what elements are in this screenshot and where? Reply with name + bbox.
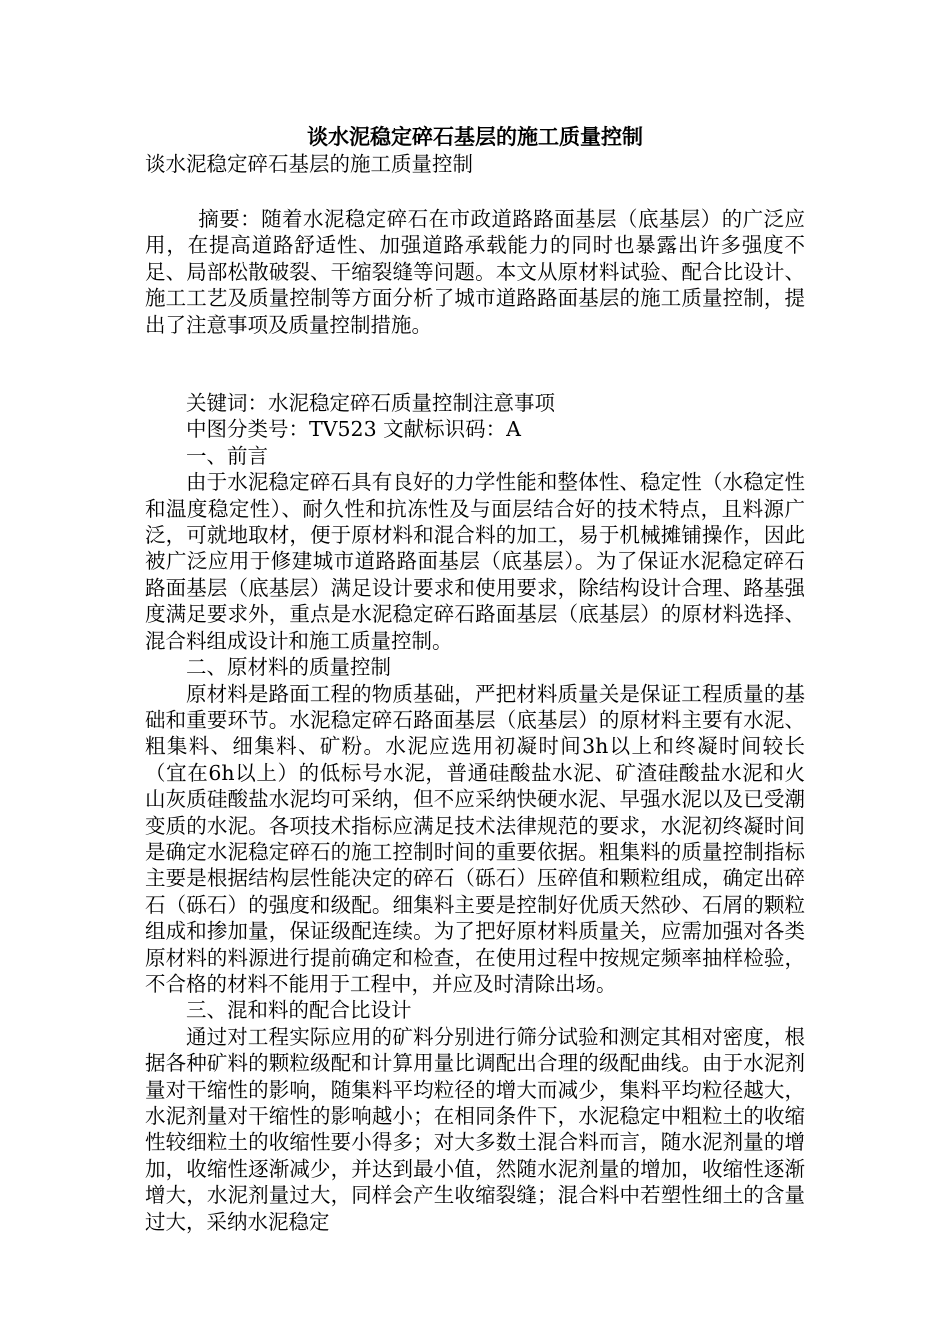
section-body-raw-materials: 原材料是路面工程的物质基础，严把材料质量关是保证工程质量的基础和重要环节。水泥稳定碎石路面基层（底基层）的原材料主要有水泥、粗集料、细集料、矿粉。水泥应选用初凝时间3h以上和终凝时间较长（宜在6h以上）的低标号水泥，普通硅酸盐水泥、矿渣硅酸盐水泥和火山灰质硅酸盐水泥均可采纳，但不应采纳快硬水泥、早强水泥以及已受潮变质的水泥。各项技术指标应满足技术法律规范的要求，水泥初终凝时间是确定水泥稳定碎石的施工控制时间的重要依据。粗集料的质量控制指标主要是根据结构层性能决定的碎石（砾石）压碎值和颗粒组成，确定出碎石（砾石）的强度和级配。细集料主要是控制好优质天然砂、石屑的颗粒组成和掺加量，保证级配连续。为了把好原材料质量关，应需加强对各类原材料的料源进行提前确定和检查，在使用过程中按规定频率抽样检验，不合格的材料不能用于工程中，并应及时清除出场。 (145, 681, 805, 996)
keywords-line: 关键词：水泥稳定碎石质量控制注意事项 (186, 391, 555, 416)
spacer (145, 338, 805, 390)
section-body-mix-design: 通过对工程实际应用的矿料分别进行筛分试验和测定其相对密度，根据各种矿料的颗粒级配和计算用量比调配出合理的级配曲线。由于水泥剂量对干缩性的影响，随集料平均粒径的增大而减少，集料平均粒径越大，水泥剂量对干缩性的影响越小；在相同条件下，水泥稳定中粗粒土的收缩性较细粒土的收缩性要小得多；对大多数土混合料而言，随水泥剂量的增加，收缩性逐渐减少，并达到最小值，然随水泥剂量的增加，收缩性逐渐增大，水泥剂量过大，同样会产生收缩裂缝；混合料中若塑性细土的含量过大，采纳水泥稳定 (145, 1024, 805, 1234)
section-heading-preface: 一、前言 (186, 443, 268, 468)
section-heading-mix-design: 三、混和料的配合比设计 (186, 998, 412, 1023)
section-heading-raw-materials: 二、原材料的质量控制 (186, 655, 391, 680)
section-body-preface: 由于水泥稳定碎石具有良好的力学性能和整体性、稳定性（水稳定性和温度稳定性）、耐久性和抗冻性及与面层结合好的技术特点，且料源广泛，可就地取材，便于原材料和混合料的加工，易于机械摊铺操作，因此被广泛应用于修建城市道路路面基层（底基层）。为了保证水泥稳定碎石路面基层（底基层）满足设计要求和使用要求，除结构设计合理、路基强度满足要求外，重点是水泥稳定碎石路面基层（底基层）的原材料选择、混合料组成设计和施工质量控制。 (145, 470, 805, 653)
spacer (145, 178, 805, 206)
document-title: 谈水泥稳定碎石基层的施工质量控制 (307, 124, 643, 149)
classification-line: 中图分类号：TV523 文献标识码：A (186, 417, 521, 442)
document-page (145, 122, 805, 1235)
abstract-paragraph: 摘要：随着水泥稳定碎石在市政道路路面基层（底基层）的广泛应用，在提高道路舒适性、加强道路承载能力的同时也暴露出许多强度不足、局部松散破裂、干缩裂缝等问题。本文从原材料试验、配合比设计、施工工艺及质量控制等方面分析了城市道路路面基层的施工质量控制，提出了注意事项及质量控制措施。 (145, 207, 805, 337)
document-subtitle: 谈水泥稳定碎石基层的施工质量控制 (145, 152, 473, 176)
